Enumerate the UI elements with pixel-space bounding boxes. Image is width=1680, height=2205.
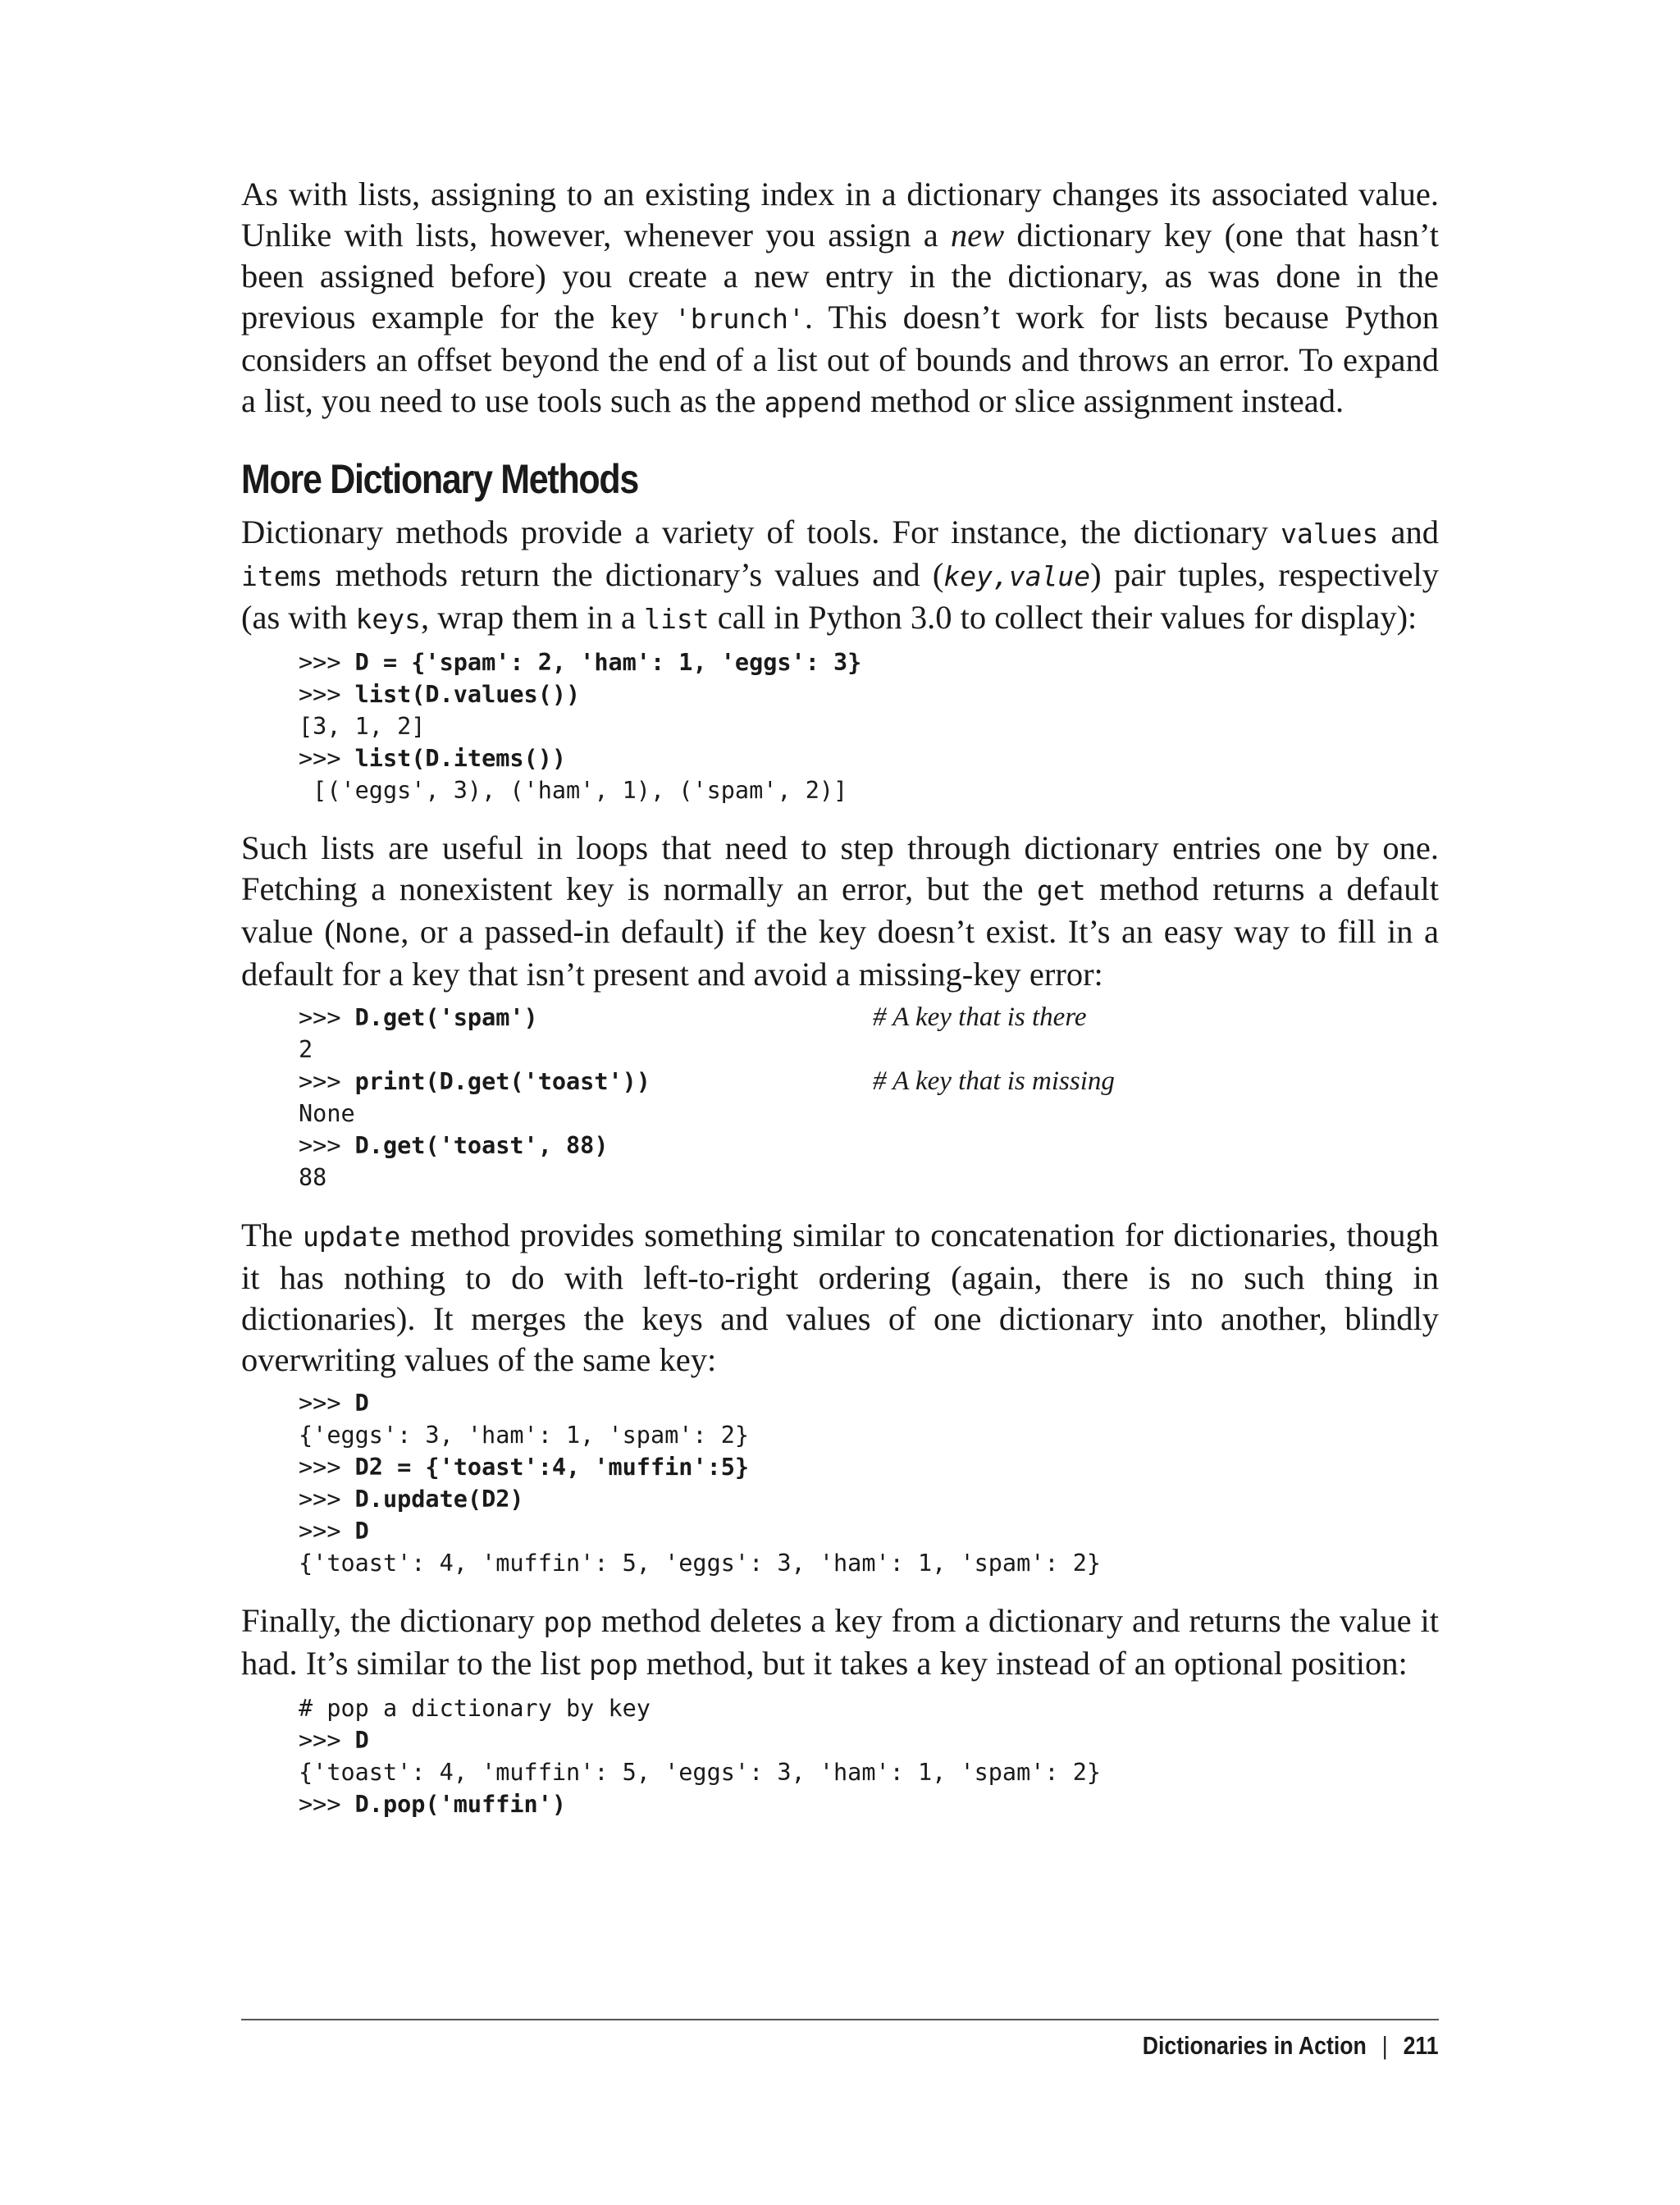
page-number: 211 — [1403, 2031, 1439, 2060]
code-prompt: >>> — [299, 681, 355, 708]
code-line — [299, 742, 1439, 774]
inline-code: items — [241, 560, 323, 592]
code-line — [299, 1547, 1439, 1579]
page-footer — [1143, 2031, 1439, 2061]
code-line — [299, 1162, 1439, 1194]
code-output: # pop a dictionary by key — [299, 1695, 651, 1722]
code-line — [299, 1419, 1439, 1451]
code-command: D — [354, 1518, 369, 1545]
code-output: [('eggs', 3), ('ham', 1), ('spam', 2)] — [299, 777, 848, 804]
pop-paragraph — [241, 1600, 1439, 1686]
text-run: As with lists, assigning to an existing index in a dictionary changes its associated value. Unlike with lists, however, whenever you assign a — [241, 176, 1439, 253]
code-line — [299, 1756, 1439, 1788]
text-run: Finally, the dictionary — [241, 1602, 544, 1639]
text-run: , or a passed-in default) if the key doesn’t exist. It’s an easy way to fill in a default for a key that isn’t present and avoid a missing-key error: — [241, 913, 1439, 993]
text-run: method deletes a key from a dictionary and returns the value it had. It’s similar to the list — [241, 1602, 1439, 1682]
code-prompt: >>> — [299, 1454, 355, 1481]
text-run: method or slice assignment instead. — [862, 382, 1344, 419]
inline-code: pop — [589, 1649, 638, 1681]
code-prompt: >>> — [299, 1518, 355, 1545]
code-command: D — [354, 1727, 369, 1754]
code-line — [299, 1098, 1439, 1130]
code-command: list(D.values()) — [354, 681, 581, 708]
inline-code: 'brunch' — [673, 303, 805, 335]
running-section-title: Dictionaries in Action — [1143, 2031, 1367, 2060]
update-paragraph — [241, 1215, 1439, 1381]
get-paragraph — [241, 828, 1439, 995]
code-line — [299, 1130, 1439, 1162]
code-command: D.get('spam') — [354, 1004, 538, 1031]
text-run: method, but it takes a key instead of an optional position: — [637, 1645, 1408, 1682]
code-command: D = {'spam': 2, 'ham': 1, 'eggs': 3} — [354, 649, 862, 676]
inline-code: values — [1281, 518, 1379, 550]
code-prompt: >>> — [299, 1791, 355, 1818]
section-title: More Dictionary Methods — [241, 456, 639, 502]
inline-code: get — [1036, 874, 1086, 906]
inline-code: list — [644, 603, 710, 635]
code-command: D — [354, 1390, 369, 1417]
code-line — [299, 1483, 1439, 1515]
code-output: None — [299, 1100, 355, 1127]
code-line — [299, 1002, 1439, 1034]
text-run: methods return the dictionary’s values and ( — [322, 556, 944, 593]
code-prompt: >>> — [299, 649, 355, 676]
code-prompt: >>> — [299, 1727, 355, 1754]
emphasis-new: new — [950, 217, 1005, 253]
code-command: print(D.get('toast')) — [354, 1068, 651, 1095]
inline-code: keys — [355, 603, 421, 635]
code-prompt: >>> — [299, 1486, 355, 1513]
code-line — [299, 1515, 1439, 1547]
methods-paragraph — [241, 512, 1439, 640]
code-output: {'toast': 4, 'muffin': 5, 'eggs': 3, 'ham': 1, 'spam': 2} — [299, 1550, 1102, 1577]
code-output: 88 — [299, 1164, 327, 1191]
code-command: D.get('toast', 88) — [354, 1132, 609, 1159]
code-prompt: >>> — [299, 745, 355, 772]
code-block-values-items — [299, 646, 1439, 806]
code-line — [299, 1034, 1439, 1066]
code-line — [299, 1066, 1439, 1098]
text-run: method provides something similar to concatenation for dictionaries, though it has nothing to do with left-to-right ordering (again, there is no such thing in dictionaries). It merges the keys and values of one dictionary into another, blindly overwriting values of the same key: — [241, 1217, 1439, 1378]
page-content — [241, 174, 1439, 1820]
code-comment: # A key that is missing — [873, 1066, 1115, 1096]
code-comment: # A key that is there — [873, 1002, 1087, 1032]
text-run: method returns a default value ( — [241, 870, 1439, 950]
text-run: , wrap them in a — [420, 599, 645, 636]
code-line — [299, 678, 1439, 710]
code-line — [299, 774, 1439, 806]
code-command: D.update(D2) — [354, 1486, 524, 1513]
inline-code: append — [764, 386, 862, 418]
code-line — [299, 1692, 1439, 1724]
code-line — [299, 1788, 1439, 1820]
inline-code: pop — [543, 1606, 593, 1638]
code-prompt: >>> — [299, 1132, 355, 1159]
text-run: call in Python 3.0 to collect their values for display): — [709, 599, 1418, 636]
inline-code: None — [335, 917, 401, 949]
intro-paragraph — [241, 174, 1439, 423]
inline-code: key,value — [943, 560, 1091, 592]
code-command: D2 = {'toast':4, 'muffin':5} — [354, 1454, 750, 1481]
inline-code: update — [303, 1221, 401, 1253]
footer-separator: | — [1382, 2031, 1389, 2060]
footer-divider — [241, 2019, 1439, 2020]
code-line — [299, 1451, 1439, 1483]
text-run: ) pair tuples, respectively (as with — [241, 556, 1439, 636]
code-block-update — [299, 1387, 1439, 1579]
code-output: [3, 1, 2] — [299, 713, 426, 740]
text-run: and — [1378, 514, 1439, 550]
text-run: Dictionary methods provide a variety of tools. For instance, the dictionary — [241, 514, 1281, 550]
code-command: list(D.items()) — [354, 745, 567, 772]
code-line — [299, 1724, 1439, 1756]
text-run: dictionary key (one that hasn’t been assigned before) you create a new entry in the dictionary, as was done in the previous example for the key — [241, 217, 1439, 336]
code-output: {'eggs': 3, 'ham': 1, 'spam': 2} — [299, 1422, 750, 1449]
text-run: Such lists are useful in loops that need to step through dictionary entries one by one. Fetching a nonexistent key is normally an error, but the — [241, 829, 1439, 907]
code-block-pop — [299, 1692, 1439, 1820]
text-run: The — [241, 1217, 304, 1253]
code-prompt: >>> — [299, 1068, 355, 1095]
code-command: D.pop('muffin') — [354, 1791, 567, 1818]
text-run: . This doesn’t work for lists because Python considers an offset beyond the end of a list out of bounds and throws an error. To expand a list, you need to use tools such as the — [241, 299, 1439, 419]
code-output: 2 — [299, 1036, 313, 1063]
code-output: {'toast': 4, 'muffin': 5, 'eggs': 3, 'ham': 1, 'spam': 2} — [299, 1759, 1102, 1786]
code-line — [299, 710, 1439, 742]
code-line — [299, 1387, 1439, 1419]
code-line — [299, 646, 1439, 678]
code-block-get — [299, 1002, 1439, 1194]
code-prompt: >>> — [299, 1390, 355, 1417]
code-prompt: >>> — [299, 1004, 355, 1031]
